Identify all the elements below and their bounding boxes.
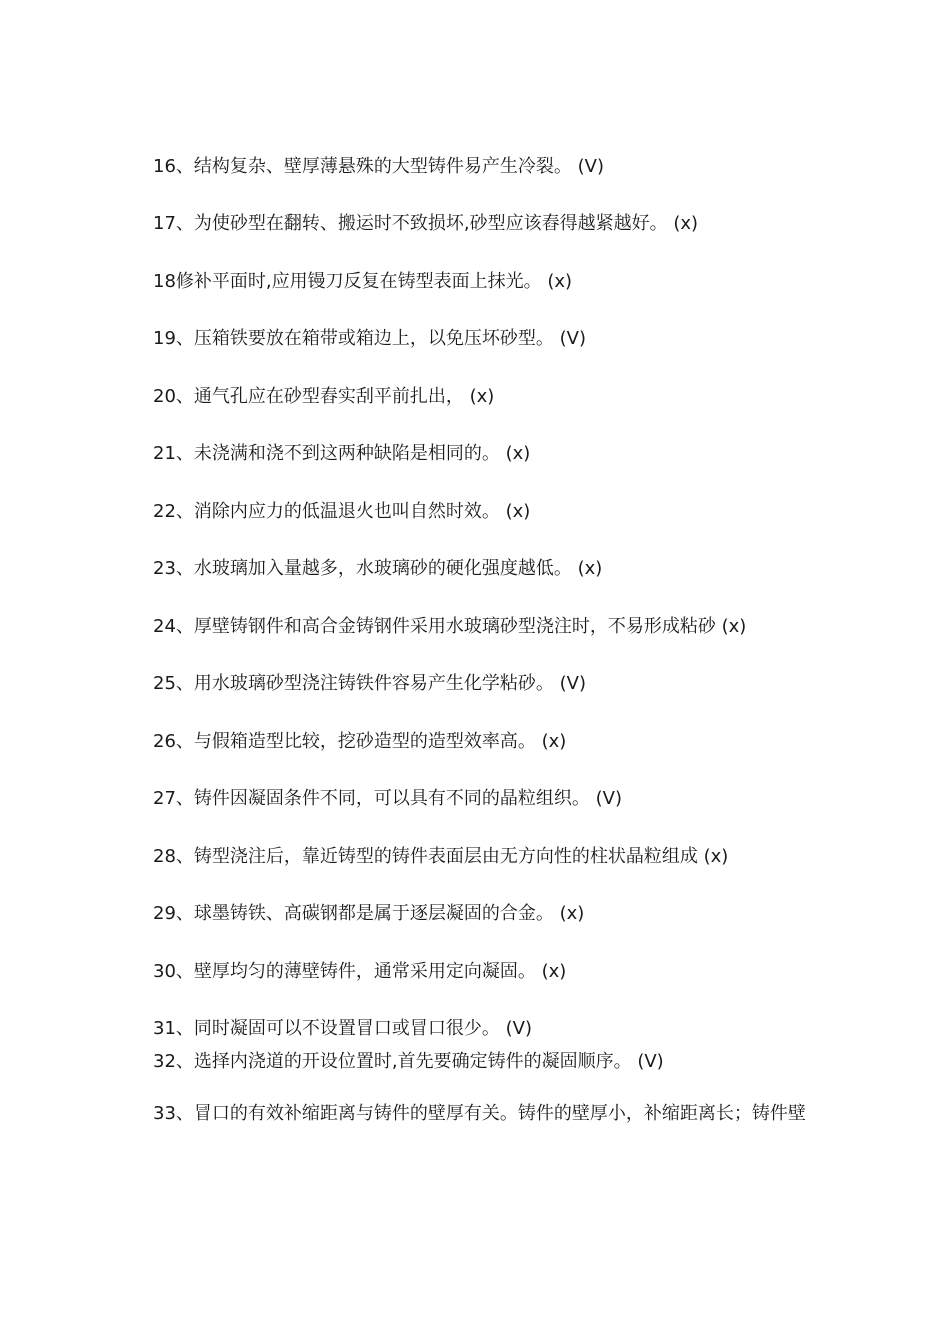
- statement-23: 23、水玻璃加入量越多，水玻璃砂的硬化强度越低。 (x): [153, 558, 603, 579]
- statement-29: 29、球墨铸铁、高碳钢都是属于逐层凝固的合金。 (x): [153, 903, 585, 924]
- statement-27: 27、铸件因凝固条件不同，可以具有不同的晶粒组织。 (V): [153, 788, 622, 809]
- statement-16: 16、结构复杂、壁厚薄悬殊的大型铸件易产生冷裂。 (V): [153, 156, 604, 177]
- statement-28: 28、铸型浇注后，靠近铸型的铸件表面层由无方向性的柱状晶粒组成 (x): [153, 846, 729, 867]
- statement-31: 31、同时凝固可以不设置冒口或冒口很少。 (V): [153, 1018, 532, 1039]
- statement-17: 17、为使砂型在翻转、搬运时不致损坏,砂型应该舂得越紧越好。 (x): [153, 213, 699, 234]
- statement-19: 19、压箱铁要放在箱带或箱边上，以免压坏砂型。 (V): [153, 328, 586, 349]
- statement-24: 24、厚壁铸钢件和高合金铸钢件采用水玻璃砂型浇注时，不易形成粘砂 (x): [153, 616, 747, 637]
- statement-26: 26、与假箱造型比较，挖砂造型的造型效率高。 (x): [153, 731, 567, 752]
- statement-30: 30、壁厚均匀的薄壁铸件，通常采用定向凝固。 (x): [153, 961, 567, 982]
- statement-20: 20、通气孔应在砂型舂实刮平前扎出， (x): [153, 386, 495, 407]
- statement-32: 32、选择内浇道的开设位置时,首先要确定铸件的凝固顺序。 (V): [153, 1051, 664, 1072]
- statement-21: 21、未浇满和浇不到这两种缺陷是相同的。 (x): [153, 443, 531, 464]
- statement-18: 18修补平面时,应用镘刀反复在铸型表面上抹光。 (x): [153, 271, 573, 292]
- statement-33: 33、冒口的有效补缩距离与铸件的壁厚有关。铸件的壁厚小，补缩距离长；铸件壁: [153, 1103, 806, 1124]
- statement-25: 25、用水玻璃砂型浇注铸铁件容易产生化学粘砂。 (V): [153, 673, 586, 694]
- statement-22: 22、消除内应力的低温退火也叫自然时效。 (x): [153, 501, 531, 522]
